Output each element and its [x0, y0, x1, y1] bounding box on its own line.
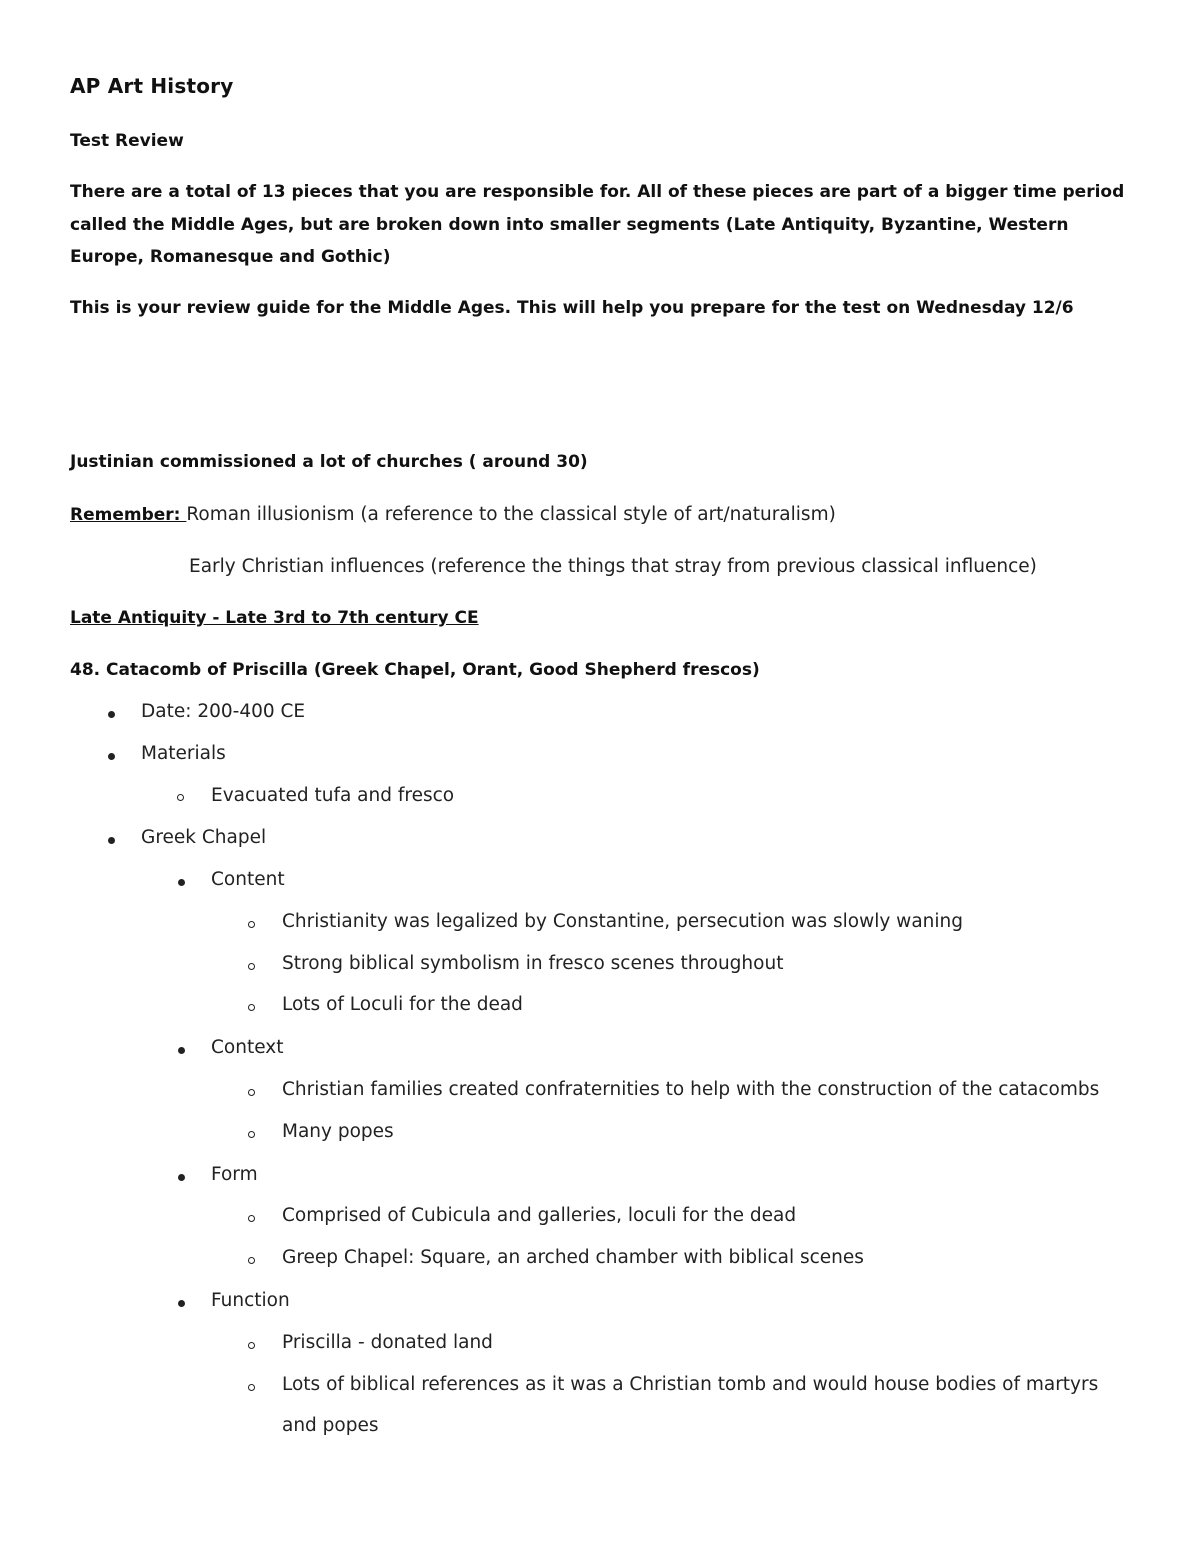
- bullet-icon: [178, 1047, 185, 1054]
- intro-paragraph: There are a total of 13 pieces that you are responsible for. All of these pieces are part of a bigger time period called the Middle Ages, but are broken down into smaller segments (Late Antiquity, Byzantine, Western Europe, Romanesque and Gothic): [70, 182, 1125, 267]
- bullet-icon: [108, 837, 115, 844]
- list-item-form-1: Comprised of Cubicula and galleries, loculi for the dead: [282, 1205, 797, 1226]
- hollow-bullet-icon: [248, 921, 255, 928]
- list-item-context-2: Many popes: [282, 1121, 394, 1142]
- hollow-bullet-icon: [248, 1215, 255, 1222]
- list-item-form: Form: [211, 1164, 258, 1185]
- list-item-date: Date: 200-400 CE: [141, 701, 306, 722]
- bullet-icon: [178, 1300, 185, 1307]
- list-item-function-2: Lots of biblical references as it was a Christian tomb and would house bodies of martyrs and popes: [282, 1374, 1099, 1436]
- list-item-context-1: Christian families created confraternities to help with the construction of the catacombs: [282, 1079, 1100, 1100]
- hollow-bullet-icon: [248, 1257, 255, 1264]
- bullet-icon: [108, 753, 115, 760]
- hollow-bullet-icon: [248, 1131, 255, 1138]
- list-item-content-2: Strong biblical symbolism in fresco scenes throughout: [282, 953, 784, 974]
- list-item-form-2: Greep Chapel: Square, an arched chamber with biblical scenes: [282, 1247, 864, 1268]
- list-item-content: Content: [211, 869, 285, 890]
- hollow-bullet-icon: [248, 1342, 255, 1349]
- list-item-content-3: Lots of Loculi for the dead: [282, 994, 523, 1015]
- section-heading: Late Antiquity - Late 3rd to 7th century CE: [70, 608, 479, 628]
- review-note: This is your review guide for the Middle Ages. This will help you prepare for the test on Wednesday 12/6: [70, 298, 1074, 318]
- remember-text-2: Early Christian influences (reference the things that stray from previous classical influence): [189, 556, 1037, 577]
- list-item-context: Context: [211, 1037, 284, 1058]
- remember-text: Roman illusionism (a reference to the classical style of art/naturalism): [186, 504, 836, 525]
- hollow-bullet-icon: [248, 963, 255, 970]
- bullet-icon: [108, 711, 115, 718]
- page-title: AP Art History: [70, 74, 234, 98]
- list-item-function: Function: [211, 1290, 290, 1311]
- work-heading: 48. Catacomb of Priscilla (Greek Chapel, Orant, Good Shepherd frescos): [70, 660, 760, 680]
- list-item-materials: Materials: [141, 743, 226, 764]
- hollow-bullet-icon: [248, 1384, 255, 1391]
- hollow-bullet-icon: [248, 1004, 255, 1011]
- remember-line: [70, 504, 836, 525]
- list-item-content-1: Christianity was legalized by Constantine, persecution was slowly waning: [282, 911, 963, 932]
- list-item-greek-chapel: Greek Chapel: [141, 827, 267, 848]
- bullet-icon: [178, 1174, 185, 1181]
- list-item-function-1: Priscilla - donated land: [282, 1332, 493, 1353]
- hollow-bullet-icon: [248, 1089, 255, 1096]
- hollow-bullet-icon: [177, 794, 184, 801]
- remember-label: Remember:: [70, 505, 187, 525]
- bullet-icon: [178, 879, 185, 886]
- list-item-materials-detail: Evacuated tufa and fresco: [211, 785, 455, 806]
- justinian-note: Justinian commissioned a lot of churches ( around 30): [70, 452, 588, 472]
- page-subtitle: Test Review: [70, 131, 184, 151]
